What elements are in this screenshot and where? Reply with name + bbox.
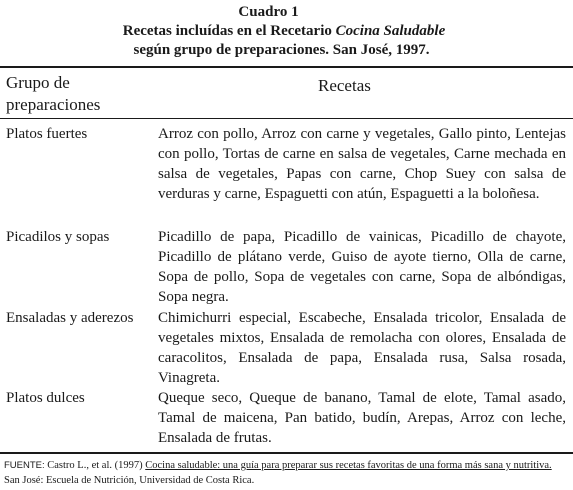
source-authors: Castro L., et al. (1997)	[44, 460, 146, 471]
table-top-rule	[0, 66, 573, 68]
table-bottom-rule	[0, 452, 573, 454]
caption-title-italic: Cocina Saludable	[335, 23, 446, 39]
row-group-label: Ensaladas y aderezos	[6, 310, 134, 326]
source-publisher: San José: Escuela de Nutrición, Universidad de Costa Rica.	[4, 475, 255, 486]
header-group-column: Grupo de preparaciones	[6, 73, 101, 114]
row-group-label: Picadilos y sopas	[6, 229, 110, 245]
table-caption	[0, 3, 573, 60]
table-header-rule	[0, 118, 573, 119]
row-recipes-text: Picadillo de papa, Picadillo de vainicas, Picadillo de chayote, Picadillo de plátano verde, Guiso de ayote tierno, Olla de carne, Sopa de pollo, Sopa de vegetales con carne, Sopa de albóndigas, Sopa negra.	[158, 229, 566, 305]
header-recipes-column: Recetas	[318, 76, 371, 95]
row-recipes-text: Arroz con pollo, Arroz con carne y vegetales, Gallo pinto, Lentejas con pollo, Tortas de carne en salsa de vegetales, Carne mechada en salsa de vegetales, Papas con carne, Chop Suey con salsa de verduras y carne, Espaguetti con atún, Espaguetti a la boloñesa.	[158, 126, 566, 202]
caption-title	[0, 22, 573, 41]
source-note	[4, 458, 569, 488]
row-recipes-text: Chimichurri especial, Escabeche, Ensalada tricolor, Ensalada de vegetales mixtos, Ensalada de remolacha con olores, Ensalada de caracolitos, Ensalada de papa, Ensalada rusa, Salsa rosada, Vinagreta.	[158, 310, 566, 386]
caption-number: Cuadro 1	[238, 4, 299, 20]
caption-title-text: Recetas incluídas en el Recetario	[122, 23, 336, 39]
caption-subtitle: según grupo de preparaciones. San José, 1997.	[133, 42, 430, 58]
row-group-label: Platos fuertes	[6, 126, 88, 142]
row-group-label: Platos dulces	[6, 390, 85, 406]
source-title: Cocina saludable: una guía para preparar sus recetas favoritas de una forma más sana y nutritiva.	[145, 460, 552, 471]
row-recipes-text: Queque seco, Queque de banano, Tamal de elote, Tamal asado, Tamal de maicena, Pan batido, budín, Arepas, Arroz con leche, Ensalada de frutas.	[158, 390, 566, 446]
source-label: FUENTE:	[4, 460, 45, 471]
